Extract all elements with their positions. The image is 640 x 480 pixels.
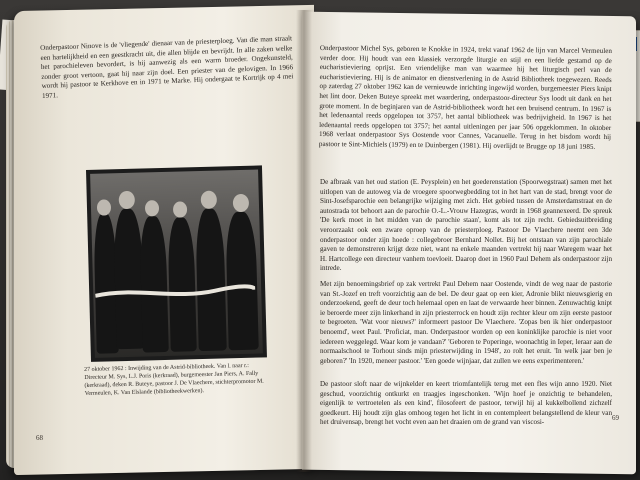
right-page-paragraph-2: De afbraak van het oud station (E. Peysplein) en het goederenstation (Spoorwegstraat) samen met het uitlopen van de autoweg via de vroegere spoorwegbedding tot in het hart van de stad, brengt voor de Sint-Josefsparochie een belangrijke wijziging met zich. Het gebied tussen de Amsterdamstraat en de autostrada tot behoort aan de parochie O.-L.-Vrouw Hazegras, wordt in 1968 geannexeerd. De spreuk 'De kerk moet in het midden van de parochie staan', komt als tot zijn recht. Gebiedsuitbreiding veroorzaakt ook een zware oproep van de priesterploeg. Pastoor De Vlaechere neemt een 3de onderpastoor onder zijn hoede : collegebroer Bernhard Nollet. Bij het ontstaan van zijn parochiale gaven te demonstreren krijgt deze niet, want na enkele maanden vertrekt hij naar Waregem waar het H. Hartcollege een directeur vanhem toevloeit. Daarop doet in 1960 Paul Dehem als onderpastoor zijn intrede. <box>320 178 612 273</box>
ceremony-photo <box>86 165 267 362</box>
photo-caption: 27 oktober 1962 : Inwijding van de Astrid-bibliotheek. Van l. naar r.: Directeur M. Sys, L.J. Poris (kerkraad), burgemeester Jan Piers, A. Fally (kerkraad), deken R. Buteye, pastoor J. De Vlaechere, stichterpromotor M. Vermeulen, K. Van Elslande (bibliotheekwerken). <box>84 362 264 397</box>
right-page-paragraph-4: De pastoor sloft naar de wijnkelder en keert triomfantelijk terug met een fles wijn anno 1920. Niet geschud, voorzichtig ontkurkt en traagjes ingeschonken. 'Wijn hoef je onzichtig te behandelen, eigenlijk te vertroetelen als een kind', filosofeert de pastoor, terwijl hij al kukkelbollend zichzelf goedkeurt. Hij houdt zijn glas omhoog tegen het licht in en contempleert belangstellend de kleur van het druivensap, brengt het vocht even aan het draaien om de grand van viscosi- <box>320 380 612 427</box>
page-number-left: 68 <box>36 434 43 442</box>
ribbon-path <box>95 286 255 296</box>
left-page-paragraph: Onderpastoor Ninove is de 'vliegende' dienaar van de priesterploeg. Van die man straalt een hartelijkheid en een geestkracht uit, die allen blijde en bevrijdt. In alle zaken welke het parochieleven bevordert, is hij aanwezig als een warm broeder. Ongekunsteld, zonder groot vertoon, gaat hij naar zijn doel. Een priester van de gelovigen. In 1966 wordt hij pastoor te Kerkhove en in 1971 te Marke. Hij ondergaat te Kortrijk op 4 mei 1971. <box>40 34 294 100</box>
right-page-paragraph-1: Onderpastoor Michel Sys, geboren te Knokke in 1924, trekt vanaf 1962 de lijn van Marcel Vermeulen verder door. Hij houdt van een klassiek verzorgde liturgie en stijl en een liefde gestamd op de eucharistieviering oprijst. Een vriendelijke man van waarmee hij het liturgisch perl van de eucharistieviering. Hij is de animator en dienstverlening in de Astrid Bibliotheek toegewezen. Reeds op zaterdag 27 oktober 1962 kan de vernieuwde inrichting ingewijd worden, burgemeester Piers knipt het lint door. Deken Buteye spreekt met waardering, onderpastoor-directeur Sys loodt uit dank en het grote moment. In de beginjaren van de Astrid-bibliotheek wordt het een bruisend centrum. In 1967 is het ledenaantal reeds opgelopen tot 3757, het aantal bibliotheek was bedrijvigheid. In 1967 is het ledenaantal reeds opgelopen tot 3757; het aantal uitleningen per jaar 506 opgeklommen. In oktober 1968 verlaat onderpastoor Sys Oostende voor Cannes, Vacanuelle. Terug in het bisdom wordt hij pastoor te Sint-Michiels (1979) en te Duinbergen (1981). Hij overlijdt te Brugge op 18 juni 1985. <box>318 44 612 151</box>
book-gutter <box>296 10 312 472</box>
right-page-paragraph-3: Met zijn benoemingsbrief op zak vertrekt Paul Dehem naar Oostende, vindt de weg naar de pastorie van St.-Jozef en treft voorzichtig aan de bel. De deur gaat op een kier, Adronie blikt nieuwsgierig en onderzoekend, geeft de deur toch helemaal open en laat de verwaarde heer binnen. Zenuwachtig knipt ie beroerde meer zijn linkerhand in zijn priesterrock en houdt zijn rechter kleur om zijn eerste pastoor te begroeten. 'Wat voor nieuws?' informeert pastoor De Vlaechere. 'Zopas ben ik hier onderpastoor benoemd', weet Paul. 'Proficiat, man. Onderpastoor worden op een koninklijke parochie is niet voor iedereen weggelegd. Waar kom je vandaan?' 'Geboren te Poperinge, woonachtig in Ieper, leraar aan de normaalschool te Torhout sinds mijn priesterwijding in 1948', zo rolt het eruit. 'In welk jaar ben je geboren?' 'In 1920, meneer pastoor.' 'Een goede wijnjaar, dat zullen we eens experimenteren.' <box>320 280 612 365</box>
page-number-right: 69 <box>612 414 619 422</box>
